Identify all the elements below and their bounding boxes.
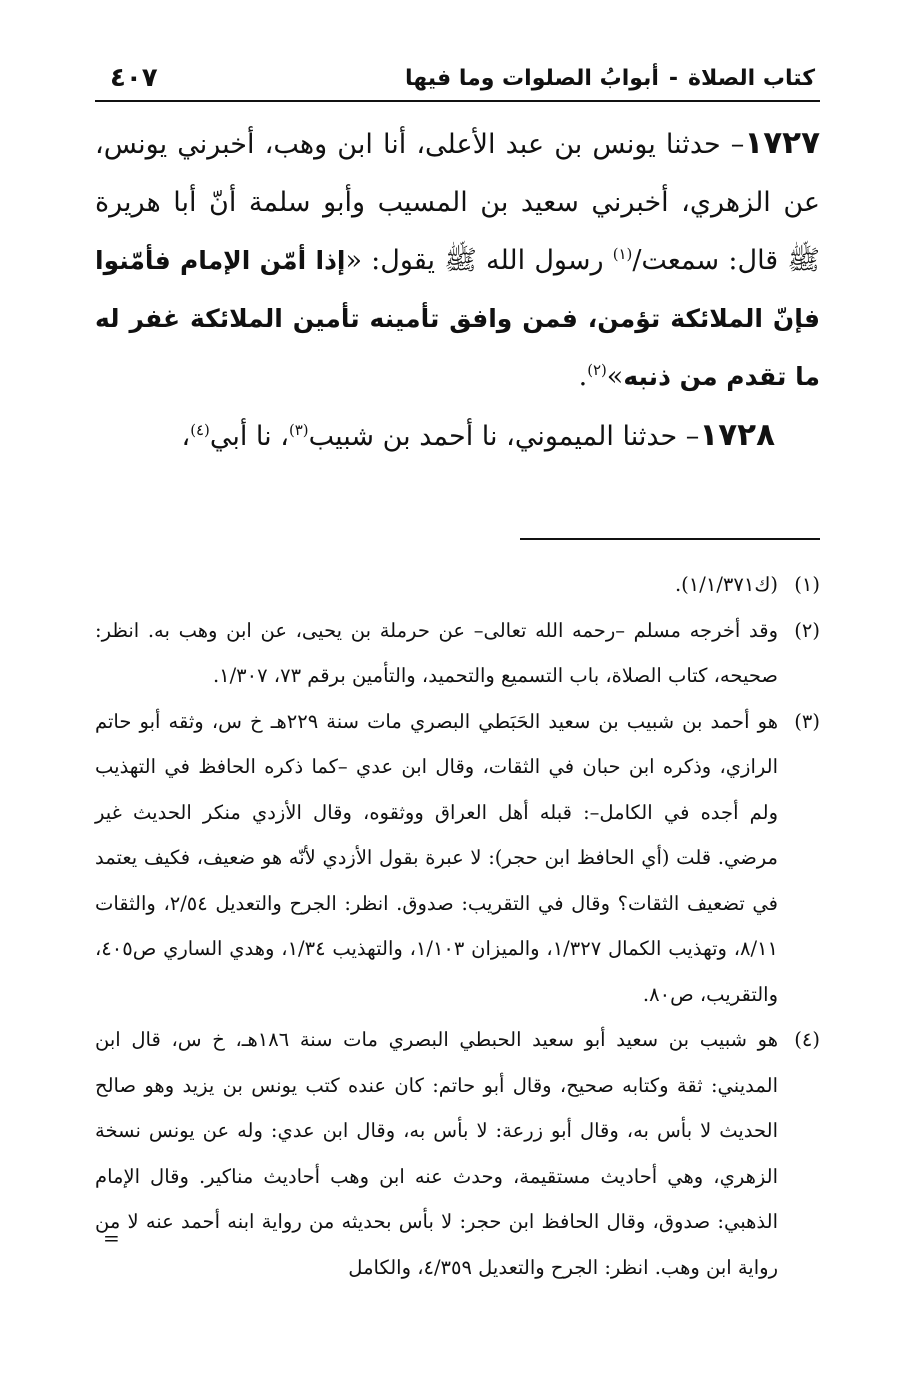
hadith-text: . bbox=[578, 361, 588, 392]
book-title: كتاب الصلاة bbox=[688, 66, 815, 91]
footnote bbox=[95, 608, 820, 699]
footnote-ref: (٣) bbox=[288, 421, 309, 439]
title-separator: - bbox=[668, 66, 679, 91]
hadith-1728 bbox=[95, 406, 820, 466]
footnote-divider bbox=[520, 538, 820, 540]
footnote-ref: (٤) bbox=[190, 421, 210, 439]
footnote-text: هو أحمد بن شبيب بن سعيد الحَبَطي البصري مات سنة ٢٢٩هـ خ س، وثقه أبو حاتم الرازي، وذكره ابن حبان في الثقات، وقال ابن عدي –كما ذكره الحافظ في التهذيب ولم أجده في الكامل–: قبله أهل العراق ووثقوه، وقال الأزدي منكر الحديث غير مرضي. قلت (أي الحافظ ابن حجر): لا عبرة بقول الأزدي لأنّه هو ضعيف، فكيف يعتمد في تضعيف الثقات؟ وقال في التقريب: صدوق. انظر: الجرح والتعديل ٢/٥٤، والثقات ٨/١١، وتهذيب الكمال ١/٣٢٧، والميزان ١/١٠٣، والتهذيب ١/٣٤، وهدي الساري ص٤٠٥، والتقريب، ص٨٠. bbox=[95, 709, 779, 1006]
hadith-text: رسول الله ﷺ يقول: « bbox=[345, 245, 613, 276]
footnote bbox=[95, 699, 820, 1018]
hadith-text: – حدثنا الميموني، نا أحمد بن شبيب bbox=[308, 421, 700, 452]
hadith-1727 bbox=[95, 114, 820, 406]
footnote-text: وقد أخرجه مسلم –رحمه الله تعالى– عن حرملة بن يحيى، عن ابن وهب به. انظر: صحيحه، كتاب الصلاة، باب التسميع والتحميد، والتأمين برقم ٧٣، ١/٣٠٧. bbox=[95, 618, 778, 687]
hadith-text: » bbox=[606, 361, 624, 392]
main-text bbox=[95, 114, 820, 466]
continuation-mark: = bbox=[103, 1226, 120, 1250]
footnote-number: (٤) bbox=[794, 1028, 820, 1051]
footnote bbox=[95, 1017, 820, 1290]
hadith-number: ١٧٢٧ bbox=[744, 125, 820, 161]
footnote-text: هو شبيب بن سعيد أبو سعيد الحبطي البصري مات سنة ١٨٦هـ، خ س، قال ابن المديني: ثقة وكتابه صحيح، وقال أبو حاتم: كان عنده كتب يونس بن يزيد وهو صالح الحديث لا بأس به، وقال أبو زرعة: لا بأس به، وقال ابن عدي: وله عن يونس نسخة الزهري، وهي أحاديث مستقيمة، وحدث عنه ابن وهب أحاديث مناكير. وقال الإمام الذهبي: صدوق، وقال الحافظ ابن حجر: لا بأس بحديثه من رواية ابنه أحمد عنه لا من رواية ابن وهب. انظر: الجرح والتعديل ٤/٣٥٩، والكامل bbox=[95, 1028, 778, 1279]
document-page bbox=[95, 60, 820, 1320]
footnote bbox=[95, 562, 820, 608]
page-header bbox=[95, 60, 820, 102]
hadith-text: ، bbox=[181, 421, 191, 452]
running-title bbox=[405, 64, 815, 94]
footnotes bbox=[95, 562, 820, 1290]
hadith-number: ١٧٢٨ bbox=[699, 417, 775, 453]
page-number: ٤٠٧ bbox=[110, 63, 158, 93]
hadith-text: ، نا أبي bbox=[209, 421, 289, 452]
footnote-number: (١) bbox=[794, 573, 820, 596]
hadith-text: – حدثنا يونس بن عبد الأعلى، أنا ابن وهب، أخبرني يونس، عن الزهري، أخبرني سعيد بن المسيب وأبو سلمة أنّ أبا هريرة ﷺ قال: سمعت/ bbox=[95, 129, 821, 276]
footnote-number: (٢) bbox=[794, 618, 820, 642]
footnote-ref: (١) bbox=[612, 245, 633, 263]
footnote-ref: (٢) bbox=[587, 361, 607, 379]
footnote-text: (ك١/١/٣٧١). bbox=[674, 573, 778, 596]
hadith-quote: إذا أمّن الإمام فأمّنوا فإنّ الملائكة تؤمن، فمن وافق تأمينه تأمين الملائكة غفر له ما تقدم من ذنبه bbox=[95, 246, 820, 391]
chapter-title: أبوابُ الصلوات وما فيها bbox=[405, 66, 659, 91]
footnote-number: (٣) bbox=[794, 709, 820, 733]
